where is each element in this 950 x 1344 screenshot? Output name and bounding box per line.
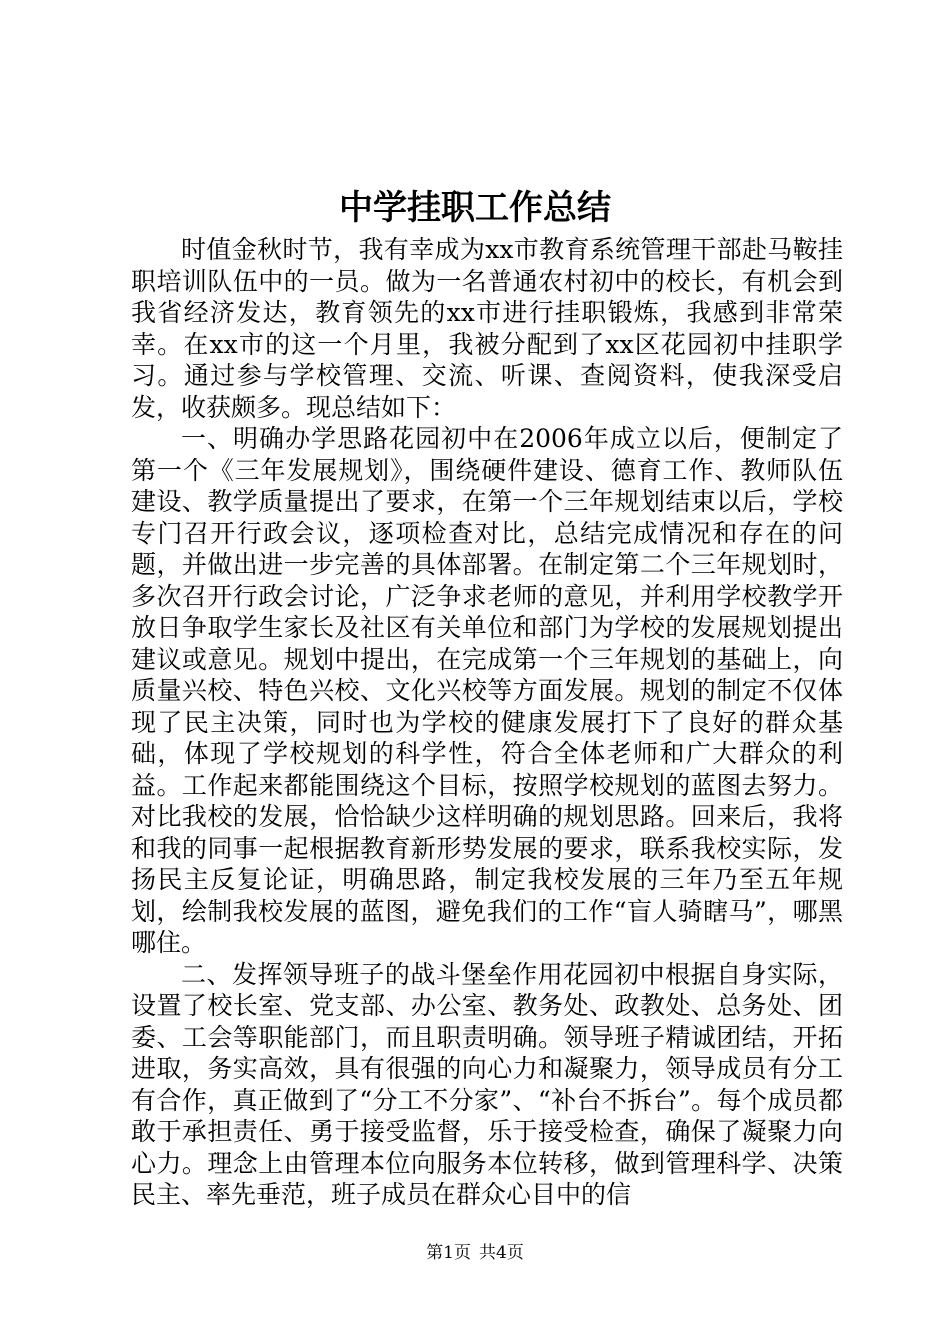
page-footer: [0, 1241, 950, 1265]
paragraph-section-two: 二、发挥领导班子的战斗堡垒作用花园初中根据自身实际，设置了校长室、党支部、办公室、教务处、政教处、总务处、团委、工会等职能部门，而且职责明确。领导班子精诚团结，开拓进取，务实高效，具有很强的向心力和凝聚力，领导成员有分工有合作，真正做到了“分工不分家”、“补台不拆台”。每个成员都敢于承担责任、勇于接受监督，乐于接受检查，确保了凝聚力向心力。理念上由管理本位向服务本位转移，做到管理科学、决策民主、率先垂范，班子成员在群众心目中的信: [131, 959, 843, 1209]
paragraph-intro: 时值金秋时节，我有幸成为xx市教育系统管理干部赴马鞍挂职培训队伍中的一员。做为一名普通农村初中的校长，有机会到我省经济发达，教育领先的xx市进行挂职锻炼，我感到非常荣幸。在xx市的这一个月里，我被分配到了xx区花园初中挂职学习。通过参与学校管理、交流、听课、查阅资料，使我深受启发，收获颇多。现总结如下：: [131, 235, 843, 422]
paragraph-section-one: 一、明确办学思路花园初中在2006年成立以后，便制定了第一个《三年发展规划》，围绕硬件建设、德育工作、教师队伍建设、教学质量提出了要求，在第一个三年规划结束以后，学校专门召开行政会议，逐项检查对比，总结完成情况和存在的问题，并做出进一步完善的具体部署。在制定第二个三年规划时，多次召开行政会讨论，广泛争求老师的意见，并利用学校教学开放日争取学生家长及社区有关单位和部门为学校的发展规划提出建议或意见。规划中提出，在完成第一个三年规划的基础上，向质量兴校、特色兴校、文化兴校等方面发展。规划的制定不仅体现了民主决策，同时也为学校的健康发展打下了良好的群众基础，体现了学校规划的科学性，符合全体老师和广大群众的利益。工作起来都能围绕这个目标，按照学校规划的蓝图去努力。对比我校的发展，恰恰缺少这样明确的规划思路。回来后，我将和我的同事一起根据教育新形势发展的要求，联系我校实际，发扬民主反复论证，明确思路，制定我校发展的三年乃至五年规划，绘制我校发展的蓝图，避免我们的工作“盲人骑瞎马”，哪黑哪住。: [131, 424, 843, 957]
document-title: 中学挂职工作总结: [339, 188, 611, 228]
document-body: [131, 234, 843, 1211]
page-number: 第1页: [426, 1243, 471, 1263]
page-total: 共4页: [479, 1243, 524, 1263]
